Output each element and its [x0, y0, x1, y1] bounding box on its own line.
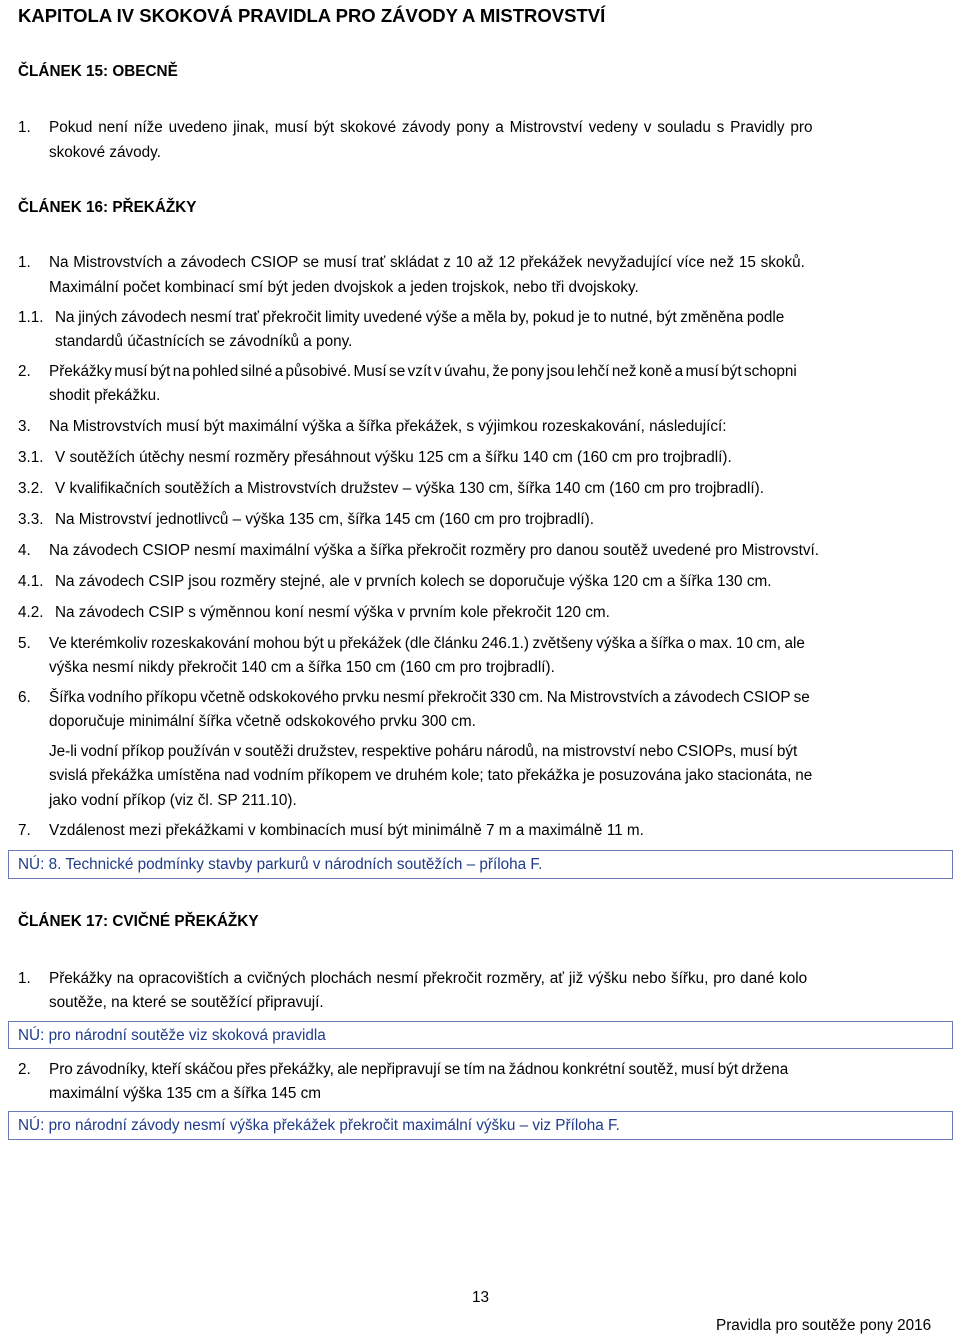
art16-p4-line1: Na závodech CSIOP nesmí maximální výška a šířka překročit rozměry pro danou soutěž uvedené pro Mistrovství.: [49, 542, 819, 559]
footer-doc-title: Pravidla pro soutěže pony 2016: [716, 1317, 932, 1334]
art16-p11-number: 1.1.: [18, 309, 44, 326]
art15-p1-line2: skokové závody.: [49, 144, 161, 161]
art16-p5-line1: Ve kterémkoliv rozeskakování mohou být u překážek (dle článku 246.1.) zvětšeny výška a šířka o max. 10 cm, ale: [49, 635, 805, 652]
art16-p6b-line1: Je-li vodní příkop používán v soutěži družstev, respektive poháru národů, na mistrovství nebo CSIOPs, musí být: [49, 743, 798, 760]
art16-p41-number: 4.1.: [18, 573, 44, 590]
art16-p1-number: 1.: [18, 254, 31, 271]
article-17-heading: ČLÁNEK 17: CVIČNÉ PŘEKÁŽKY: [18, 913, 259, 930]
art16-p3-line1: Na Mistrovstvích musí být maximální výška a šířka překážek, s výjimkou rozeskakování, následující:: [49, 418, 727, 435]
national-note-text-3: NÚ: pro národní závody nesmí výška překážek překročit maximální výšku – viz Příloha F.: [18, 1117, 620, 1134]
art16-p42-number: 4.2.: [18, 604, 44, 621]
art16-p41-line1: Na závodech CSIP jsou rozměry stejné, ale v prvních kolech se doporučuje výška 120 cm a šířka 130 cm.: [55, 573, 772, 590]
art16-p5-line2: výška nesmí nikdy překročit 140 cm a šířka 150 cm (160 cm pro trojbradlí).: [49, 659, 555, 676]
art16-p6-number: 6.: [18, 689, 31, 706]
art16-p2-line1: Překážky musí být na pohled silné a působivé. Musí se vzít v úvahu, že pony jsou lehčí než koně a musí být schopni: [49, 363, 797, 380]
national-note-text: NÚ: 8. Technické podmínky stavby parkurů v národních soutěžích – příloha F.: [18, 856, 543, 873]
art16-p7-number: 7.: [18, 822, 31, 839]
art16-p6b-line2: svislá překážka umístěna nad vodním příkopem ve druhém kole; tato překážka je posuzována jako stacionáta, ne: [49, 767, 813, 784]
chapter-title: KAPITOLA IV SKOKOVÁ PRAVIDLA PRO ZÁVODY A MISTROVSTVÍ: [18, 5, 606, 26]
art16-p6b-line3: jako vodní příkop (viz čl. SP 211.10).: [49, 792, 297, 809]
art16-p2-number: 2.: [18, 363, 31, 380]
art17-p2-line1: Pro závodníky, kteří skáčou přes překážky, ale nepřipravují se tím na žádnou konkrétní soutěž, musí být držena: [49, 1061, 789, 1078]
art16-p31-number: 3.1.: [18, 449, 44, 466]
national-note-box: [8, 850, 953, 879]
art16-p33-number: 3.3.: [18, 511, 44, 528]
art15-p1-line1: Pokud není níže uvedeno jinak, musí být skokové závody pony a Mistrovství vedeny v souladu s Pravidly pro: [49, 119, 813, 136]
art16-p6-line1: Šířka vodního příkopu včetně odskokového prvku nesmí překročit 330 cm. Na Mistrovstvích a závodech CSIOP se: [49, 689, 810, 706]
art17-p1-line1: Překážky na opracovištích a cvičných plochách nesmí překročit rozměry, ať již výšku nebo šířku, pro dané kolo: [49, 970, 808, 987]
art16-p4-number: 4.: [18, 542, 31, 559]
art16-p32-line1: V kvalifikačních soutěžích a Mistrovstvích družstev – výška 130 cm, šířka 140 cm (160 cm pro trojbradlí).: [55, 480, 765, 497]
art16-p6-line2: doporučuje minimální šířka včetně odskokového prvku 300 cm.: [49, 713, 476, 730]
art16-p3-number: 3.: [18, 418, 31, 435]
national-note-text-2: NÚ: pro národní soutěže viz skoková pravidla: [18, 1027, 326, 1044]
national-note-box-2: [8, 1021, 953, 1049]
art16-p5-number: 5.: [18, 635, 31, 652]
art16-p2-line2: shodit překážku.: [49, 387, 161, 404]
national-note-box-3: [8, 1111, 953, 1140]
art16-p42-line1: Na závodech CSIP s výměnnou koní nesmí výška v prvním kole překročit 120 cm.: [55, 604, 610, 621]
art16-p32-number: 3.2.: [18, 480, 44, 497]
article-16-heading: ČLÁNEK 16: PŘEKÁŽKY: [18, 199, 197, 216]
art16-p33-line1: Na Mistrovství jednotlivců – výška 135 cm, šířka 145 cm (160 cm pro trojbradlí).: [55, 511, 594, 528]
art17-p2-number: 2.: [18, 1061, 31, 1078]
art17-p1-number: 1.: [18, 970, 31, 987]
art16-p1-line2: Maximální počet kombinací smí být jeden dvojskok a jeden trojskok, nebo tři dvojskoky.: [49, 279, 639, 296]
art15-p1-number: 1.: [18, 119, 31, 136]
art16-p11-line1: Na jiných závodech nesmí trať překročit limity uvedené výše a měla by, pokud je to nutné, být změněna podle: [55, 309, 785, 326]
art16-p7-line1: Vzdálenost mezi překážkami v kombinacích musí být minimálně 7 m a maximálně 11 m.: [49, 822, 644, 839]
art16-p31-line1: V soutěžích útěchy nesmí rozměry přesáhnout výšku 125 cm a šířku 140 cm (160 cm pro trojbradlí).: [55, 449, 732, 466]
article-15-heading: ČLÁNEK 15: OBECNĚ: [18, 63, 178, 80]
art17-p2-line2: maximální výška 135 cm a šířka 145 cm: [49, 1085, 322, 1102]
art16-p1-line1: Na Mistrovstvích a závodech CSIOP se musí trať skládat z 10 až 12 překážek nevyžadující více než 15 skoků.: [49, 254, 805, 271]
page-number: 13: [472, 1289, 490, 1306]
art17-p1-line2: soutěže, na které se soutěžící připravují.: [49, 994, 324, 1011]
art16-p11-line2: standardů účastnících se závodníků a pony.: [55, 333, 353, 350]
